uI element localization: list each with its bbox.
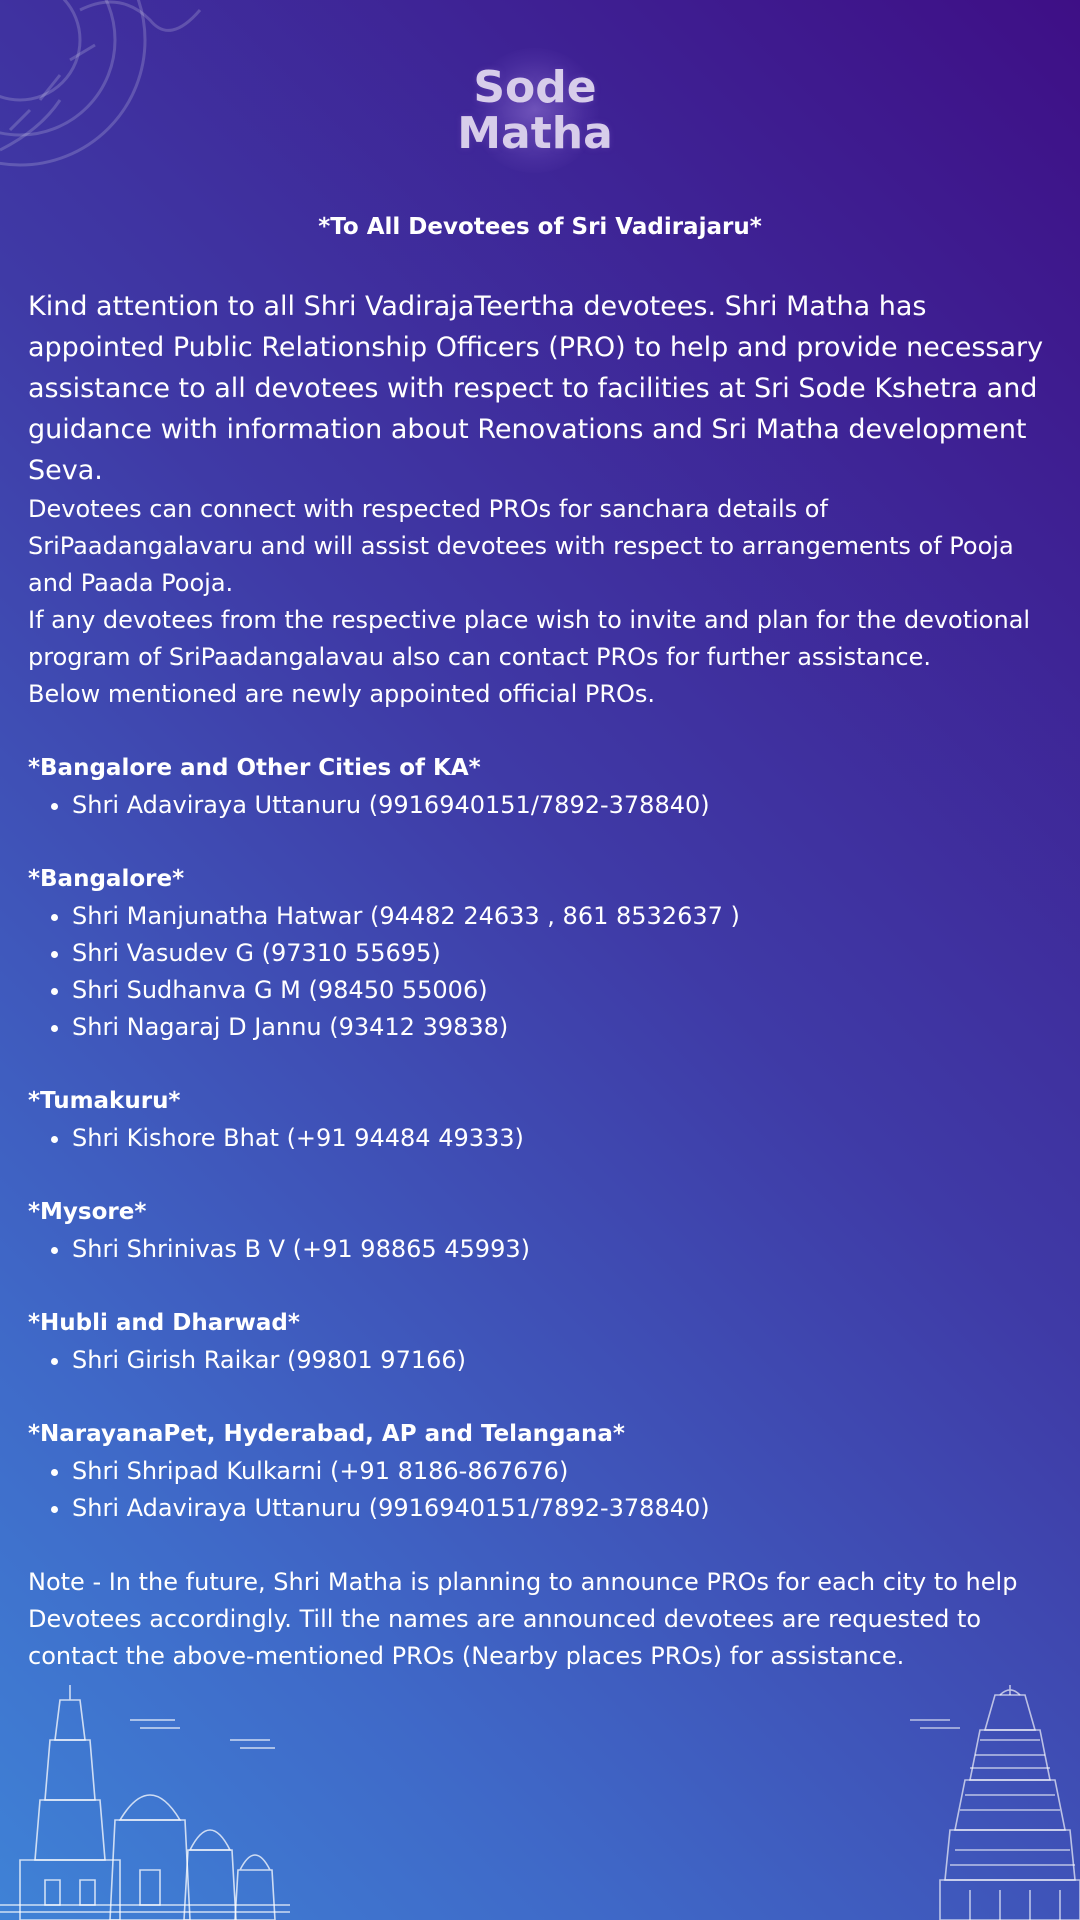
list-item: • Shri Manjunatha Hatwar (94482 24633 , 861 8532637 ) bbox=[72, 898, 1058, 935]
list-item: • Shri Adaviraya Uttanuru (9916940151/7892-378840) bbox=[72, 787, 1058, 824]
list-item: • Shri Sudhanva G M (98450 55006) bbox=[72, 972, 1058, 1009]
section-heading: *Bangalore and Other Cities of KA* bbox=[28, 755, 481, 781]
list-item: • Shri Adaviraya Uttanuru (9916940151/7892-378840) bbox=[72, 1490, 1058, 1527]
pro-section-bangalore-ka bbox=[28, 750, 1058, 824]
announcement-body bbox=[28, 286, 1058, 1675]
list-item: • Shri Nagaraj D Jannu (93412 39838) bbox=[72, 1009, 1058, 1046]
section-heading: *NarayanaPet, Hyderabad, AP and Telangana* bbox=[28, 1421, 625, 1447]
temple-tower-icon bbox=[910, 1680, 1080, 1920]
note-paragraph: Note - In the future, Shri Matha is planning to announce PROs for each city to help Devotees accordingly. Till the names are announced devotees are requested to contact the above-mentioned PROs (Nearby places PROs) for assistance. bbox=[28, 1568, 1018, 1670]
pro-list bbox=[28, 1453, 1058, 1527]
pro-section-hubli-dharwad bbox=[28, 1305, 1058, 1379]
section-heading: *Mysore* bbox=[28, 1199, 147, 1225]
list-item: • Shri Vasudev G (97310 55695) bbox=[72, 935, 1058, 972]
pro-section-mysore bbox=[28, 1194, 1058, 1268]
pro-list bbox=[28, 898, 1058, 1046]
pro-list bbox=[28, 787, 1058, 824]
pro-section-tumakuru bbox=[28, 1083, 1058, 1157]
section-heading: *Tumakuru* bbox=[28, 1088, 181, 1114]
list-item: • Shri Girish Raikar (99801 97166) bbox=[72, 1342, 1058, 1379]
intro-paragraph: Kind attention to all Shri VadirajaTeertha devotees. Shri Matha has appointed Public Relationship Officers (PRO) to help and provide necessary assistance to all devotees with respect to facilities at Sri Sode Kshetra and guidance with information about Renovations and Sri Matha development Seva. bbox=[28, 291, 1044, 486]
section-heading: *Bangalore* bbox=[28, 866, 185, 892]
temple-illustration-icon bbox=[0, 1680, 290, 1920]
section-heading: *Hubli and Dharwad* bbox=[28, 1310, 300, 1336]
pro-list bbox=[28, 1342, 1058, 1379]
list-item: • Shri Kishore Bhat (+91 94484 49333) bbox=[72, 1120, 1058, 1157]
list-item: • Shri Shripad Kulkarni (+91 8186-867676) bbox=[72, 1453, 1058, 1490]
list-item: • Shri Shrinivas B V (+91 98865 45993) bbox=[72, 1231, 1058, 1268]
sode-matha-logo bbox=[457, 48, 613, 173]
logo-line-2: Matha bbox=[457, 107, 613, 159]
pro-list bbox=[28, 1231, 1058, 1268]
logo-line-1: Sode bbox=[473, 61, 597, 113]
page-title: *To All Devotees of Sri Vadirajaru* bbox=[318, 214, 762, 240]
paragraph: Devotees can connect with respected PROs for sanchara details of SriPaadangalavaru and will assist devotees with respect to arrangements of Pooja and Paada Pooja. bbox=[28, 495, 1014, 597]
paragraph: If any devotees from the respective place wish to invite and plan for the devotional program of SriPaadangalavau also can contact PROs for further assistance. bbox=[28, 606, 1031, 671]
mandala-decoration bbox=[0, 0, 220, 170]
pro-list bbox=[28, 1120, 1058, 1157]
pro-section-narayanapet bbox=[28, 1416, 1058, 1527]
pro-section-bangalore bbox=[28, 861, 1058, 1046]
paragraph: Below mentioned are newly appointed official PROs. bbox=[28, 680, 656, 708]
